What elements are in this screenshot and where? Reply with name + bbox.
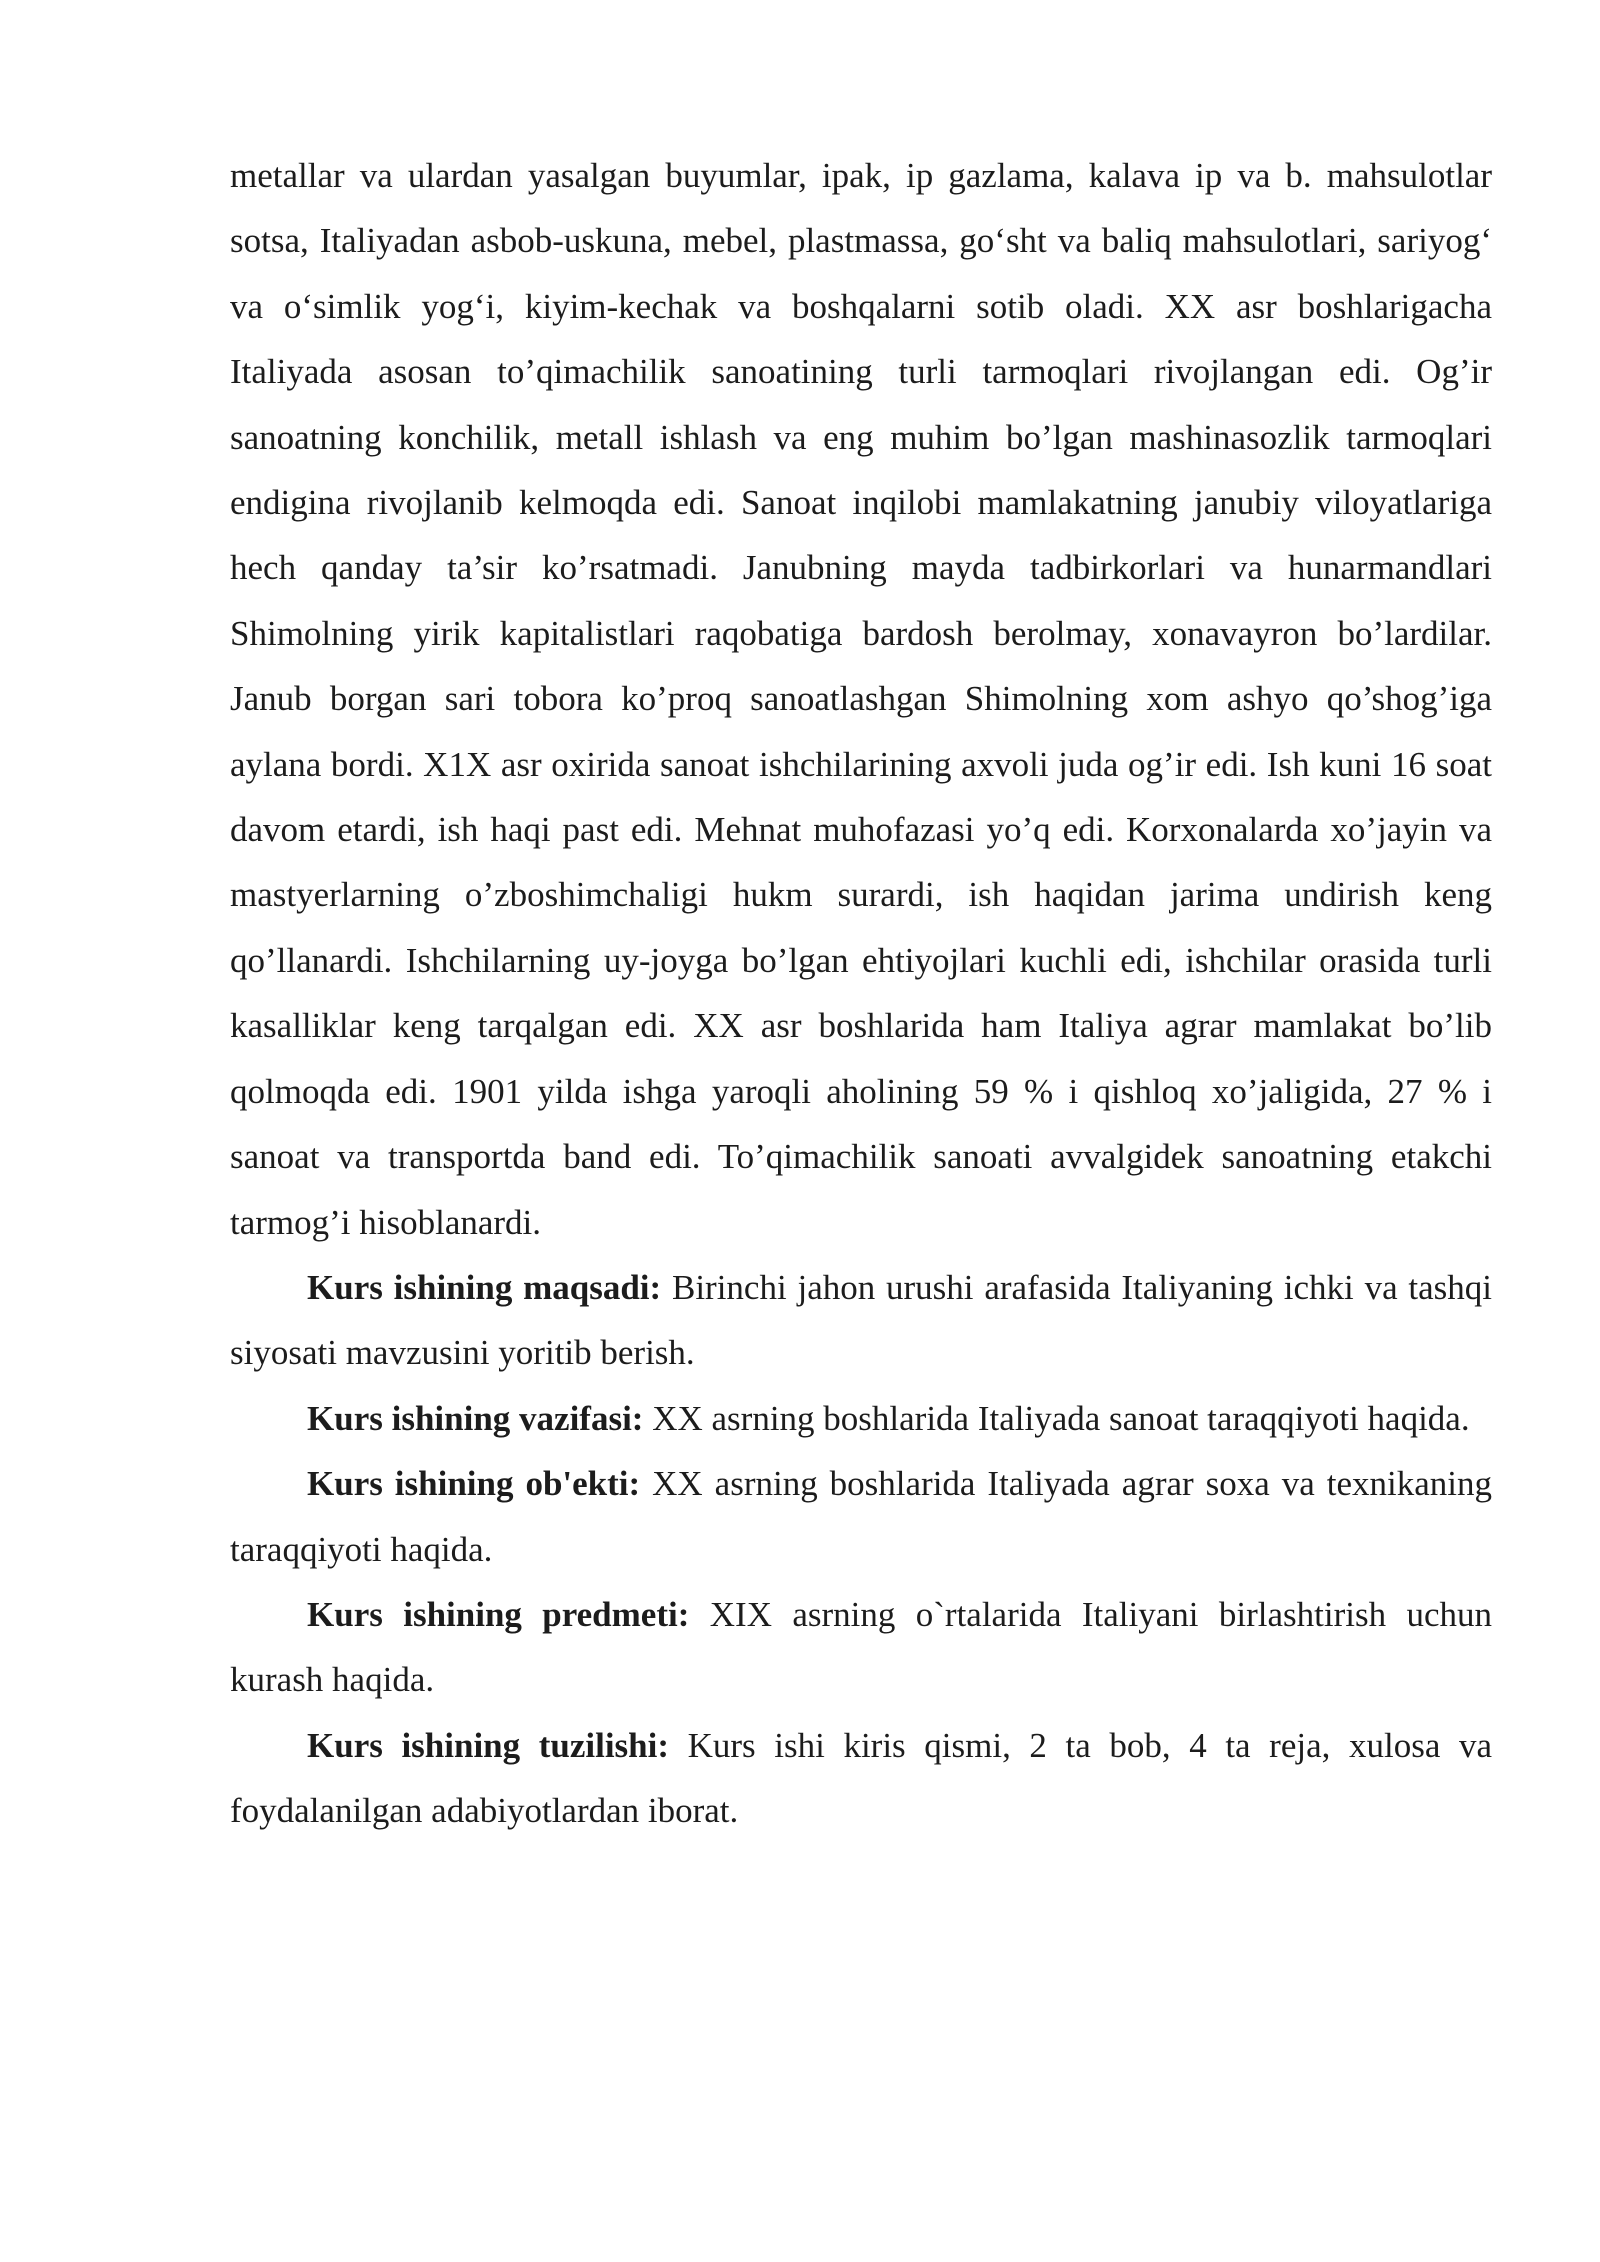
section-text: XX asrning boshlarida Italiyada agrar soxa va texnikaning taraqqiyoti haqida. [230, 1464, 1492, 1569]
section-obekti [230, 1451, 1492, 1582]
section-text: XX asrning boshlarida Italiyada sanoat taraqqiyoti haqida. [643, 1398, 1470, 1438]
section-text: XIX asrning o`rtalarida Italiyani birlashtirish uchun kurash haqida. [230, 1594, 1492, 1700]
document-page [230, 143, 1492, 1844]
section-tuzilishi [230, 1713, 1492, 1844]
section-label: Kurs ishining maqsadi: [307, 1267, 662, 1307]
section-text: Kurs ishi kiris qismi, 2 ta bob, 4 ta reja, xulosa va foydalanilgan adabiyotlardan iborat. [230, 1725, 1492, 1831]
section-label: Kurs ishining vazifasi: [307, 1398, 644, 1438]
section-maqsadi [230, 1255, 1492, 1386]
section-label: Kurs ishining predmeti: [307, 1594, 690, 1634]
section-vazifasi [230, 1386, 1492, 1451]
section-predmeti [230, 1582, 1492, 1713]
section-text: Birinchi jahon urushi arafasida Italiyaning ichki va tashqi siyosati mavzusini yoritib berish. [230, 1267, 1492, 1373]
intro-paragraph: metallar va ulardan yasalgan buyumlar, ipak, ip gazlama, kalava ip va b. mahsulotlar sotsa, Italiyadan asbob-uskuna, mebel, plastmassa, go‘sht va baliq mahsulotlari, sariyog‘ va o‘simlik yog‘i, kiyim-kechak va boshqalarni sotib oladi. XX asr boshlarigacha Italiyada asosan to’qimachilik sanoatining turli tarmoqlari rivojlangan edi. Og’ir sanoatning konchilik, metall ishlash va eng muhim bo’lgan mashinasozlik tarmoqlari endigina rivojlanib kelmoqda edi. Sanoat inqilobi mamlakatning janubiy viloyatlariga hech qanday ta’sir ko’rsatmadi. Janubning mayda tadbirkorlari va hunarmandlari Shimolning yirik kapitalistlari raqobatiga bardosh berolmay, xonavayron bo’lardilar. Janub borgan sari tobora ko’proq sanoatlashgan Shimolning xom ashyo qo’shog’iga aylana bordi. X1X asr oxirida sanoat ishchilarining axvoli juda og’ir edi. Ish kuni 16 soat davom etardi, ish haqi past edi. Mehnat muhofazasi yo’q edi. Korxonalarda xo’jayin va mastyerlarning o’zboshimchaligi hukm surardi, ish haqidan jarima undirish keng qo’llanardi. Ishchilarning uy-joyga bo’lgan ehtiyojlari kuchli edi, ishchilar orasida turli kasalliklar keng tarqalgan edi. XX asr boshlarida ham Italiya agrar mamlakat bo’lib qolmoqda edi. 1901 yilda ishga yaroqli aholining 59 % i qishloq xo’jaligida, 27 % i sanoat va transportda band edi. To’qimachilik sanoati avvalgidek sanoatning etakchi tarmog’i hisoblanardi. [230, 156, 1492, 1242]
section-label: Kurs ishining ob'ekti: [307, 1464, 641, 1504]
section-label: Kurs ishining tuzilishi: [307, 1725, 670, 1765]
